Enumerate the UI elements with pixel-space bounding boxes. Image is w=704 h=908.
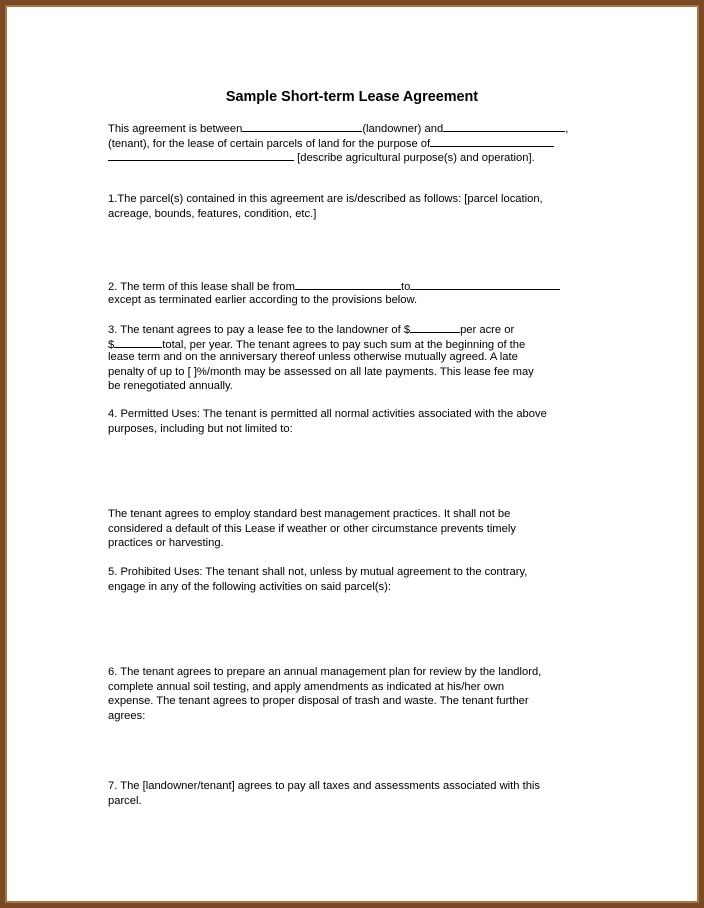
- fee-line-2: $ total, per year. The tenant agrees to pay such sum at the beginning of the: [108, 336, 604, 351]
- section-5-prohibited-uses: 5. Prohibited Uses: The tenant shall not, unless by mutual agreement to the contrary, engage in any of the following activities on said parcel(s):: [108, 566, 528, 593]
- section-1-parcels: 1.The parcel(s) contained in this agreement are is/described as follows: [parcel location, acreage, bounds, features, condition, etc.]: [108, 193, 543, 220]
- section-6-management-plan: 6. The tenant agrees to prepare an annual management plan for review by the landlord, complete annual soil testing, and apply amendments as indicated at his/her own expense. The tenant agrees to proper disposal of trash and waste. The tenant further agrees:: [108, 666, 542, 722]
- fee-line-1: 3. The tenant agrees to pay a lease fee to the landowner of $ per acre or: [108, 321, 604, 336]
- tenant-name-blank: [443, 120, 565, 132]
- landowner-name-blank: [242, 120, 362, 132]
- purpose-blank: [430, 135, 554, 147]
- fee-total-blank: [114, 336, 162, 348]
- intro-line-1: This agreement is between (landowner) and ,: [108, 120, 604, 135]
- section-7-taxes: 7. The [landowner/tenant] agrees to pay all taxes and assessments associated with this parcel.: [108, 780, 541, 807]
- section-2-term: 2. The term of this lease shall be from to except as terminated earlier according to the provisions below.: [108, 278, 604, 307]
- best-practices-paragraph: The tenant agrees to employ standard best management practices. It shall not be considered a default of this Lease if weather or other circumstance prevents timely practices or harvesting.: [108, 508, 516, 549]
- section-4-permitted-uses: 4. Permitted Uses: The tenant is permitted all normal activities associated with the above purposes, including but not limited to:: [108, 408, 547, 435]
- intro-paragraph: [108, 120, 604, 164]
- term-start-blank: [295, 278, 401, 290]
- term-line-1: 2. The term of this lease shall be from to: [108, 278, 604, 293]
- document-title: Sample Short-term Lease Agreement: [225, 89, 479, 105]
- purpose-description-blank: [108, 149, 294, 161]
- intro-line-3: [describe agricultural purpose(s) and operation].: [108, 149, 604, 164]
- section-3-lease-fee: 3. The tenant agrees to pay a lease fee to the landowner of $ per acre or $ total, per year. The tenant agrees to pay such sum at the beginning of the lease term and on the anniversary thereof unless otherwise mutually agreed. A late penalty of up to [ ]%/month may be assessed on all late payments. This lease fee may be renegotiated annually.: [108, 321, 604, 394]
- term-end-blank: [410, 278, 560, 290]
- fee-per-acre-blank: [410, 321, 460, 333]
- intro-line-2: (tenant), for the lease of certain parcels of land for the purpose of: [108, 135, 604, 150]
